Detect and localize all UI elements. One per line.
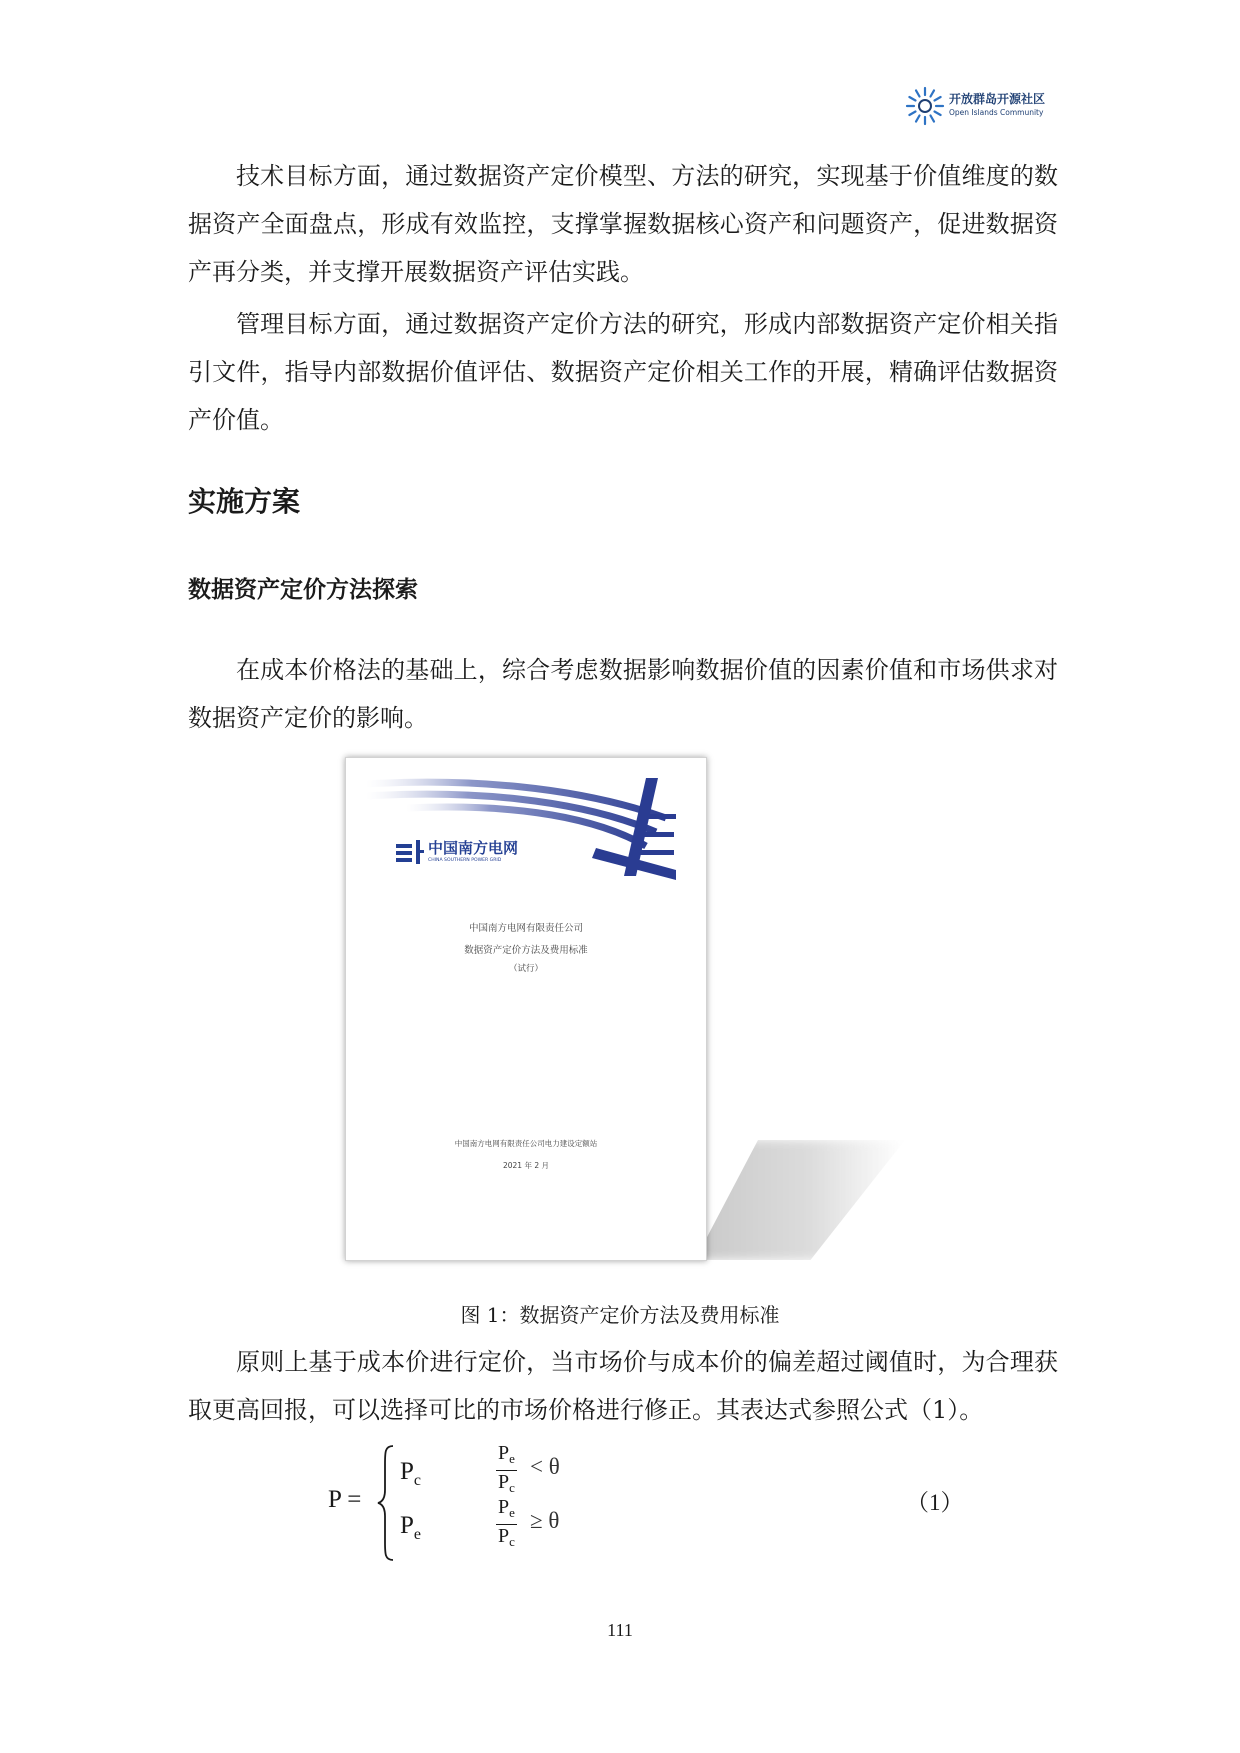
case-2-subscript: e	[413, 1526, 422, 1543]
numerator-subscript: e	[509, 1451, 515, 1466]
subsection-heading: 数据资产定价方法探索	[188, 577, 418, 603]
left-brace-icon	[376, 1444, 396, 1562]
formula-case-cost	[400, 1458, 421, 1490]
fraction-numerator	[496, 1496, 517, 1525]
denominator-symbol: P	[498, 1471, 510, 1493]
case-2-symbol: P	[400, 1512, 414, 1539]
formula-case-market	[400, 1512, 421, 1544]
cover-trial-note: （试行）	[508, 964, 543, 974]
denominator-subscript: c	[509, 1480, 515, 1495]
case-1-symbol: P	[400, 1458, 414, 1485]
csg-logo-icon	[396, 840, 424, 864]
cover-company: 中国南方电网有限责任公司	[468, 923, 583, 934]
brand-name-cn: 中国南方电网	[428, 839, 519, 857]
fraction-numerator	[496, 1442, 517, 1471]
formula-lhs: P =	[328, 1486, 362, 1513]
cover-title: 数据资产定价方法及费用标准	[464, 945, 588, 956]
section-heading: 实施方案	[188, 485, 301, 518]
numerator-subscript: e	[509, 1505, 515, 1520]
numerator-symbol: P	[498, 1442, 510, 1464]
denominator-subscript: c	[509, 1534, 515, 1549]
fraction-denominator	[496, 1471, 517, 1499]
open-islands-logo-icon	[905, 86, 945, 126]
logo-title-en: Open Islands Community	[949, 108, 1044, 117]
cover-shadow	[695, 1140, 905, 1260]
ratio-fraction-2	[496, 1496, 517, 1553]
logo-title-cn: 开放群岛开源社区	[949, 92, 1046, 106]
page-number: 111	[607, 1620, 633, 1640]
document-cover-image	[345, 757, 707, 1261]
cover-date: 2021 年 2 月	[502, 1161, 549, 1170]
paragraph-tech-goals: 技术目标方面，通过数据资产定价模型、方法的研究，实现基于价值维度的数据资产全面盘点，形成有效监控，支撑掌握数据核心资产和问题资产，促进数据资产再分类，并支撑开展数据资产评估实践。	[188, 162, 1058, 286]
condition-less-than: < θ	[530, 1454, 560, 1479]
ratio-fraction-1	[496, 1442, 517, 1499]
case-1-subscript: c	[413, 1472, 422, 1489]
cover-issuer: 中国南方电网有限责任公司电力建设定额站	[454, 1139, 598, 1148]
denominator-symbol: P	[498, 1525, 510, 1547]
brand-name-en: CHINA SOUTHERN POWER GRID	[428, 858, 502, 863]
numerator-symbol: P	[498, 1496, 510, 1518]
fraction-denominator	[496, 1525, 517, 1553]
formula-number: （1）	[906, 1490, 964, 1515]
community-logo	[905, 86, 1055, 126]
paragraph-pricing-principle: 原则上基于成本价进行定价，当市场价与成本价的偏差超过阈值时，为合理获取更高回报，可以选择可比的市场价格进行修正。其表达式参照公式（1）。	[188, 1348, 1058, 1424]
paragraph-method-intro: 在成本价格法的基础上，综合考虑数据影响数据价值的因素价值和市场供求对数据资产定价的影响。	[188, 656, 1058, 732]
condition-greater-equal: ≥ θ	[530, 1508, 560, 1533]
pricing-formula	[300, 1440, 1000, 1570]
cover-stripes-graphic	[346, 758, 706, 898]
paragraph-management-goals: 管理目标方面，通过数据资产定价方法的研究，形成内部数据资产定价相关指引文件，指导内部数据价值评估、数据资产定价相关工作的开展，精确评估数据资产价值。	[188, 310, 1058, 434]
figure-caption: 图 1：数据资产定价方法及费用标准	[460, 1303, 780, 1327]
